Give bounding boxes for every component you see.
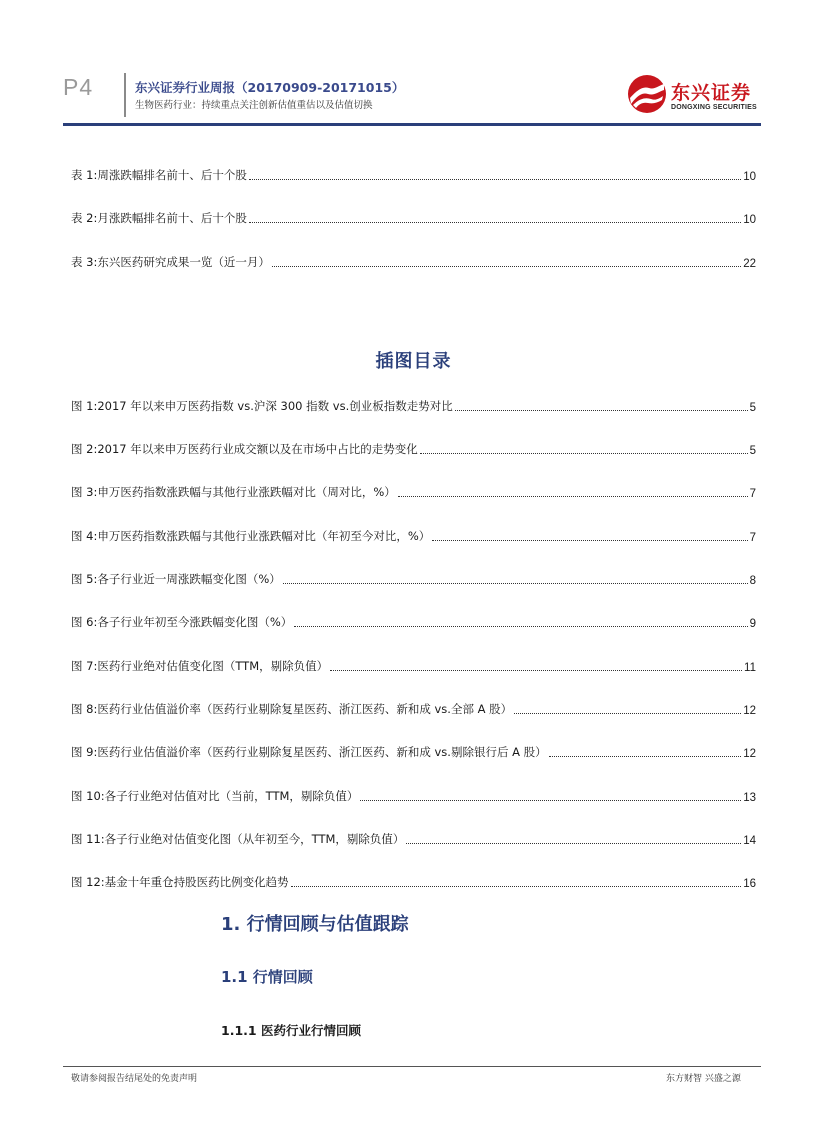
header-rule [63,123,761,126]
toc-entry-page: 9 [749,618,756,630]
toc-entry-page: 11 [744,662,756,674]
toc-entry-label: 图 10:各子行业绝对估值对比（当前，TTM，剔除负值） [71,789,359,803]
toc-entry-page: 12 [743,705,756,717]
company-logo [627,74,757,118]
footer-slogan: 东方财智 兴盛之源 [666,1074,741,1084]
toc-entry-figure-6[interactable] [71,612,756,630]
toc-entry-figure-1[interactable] [71,396,756,414]
toc-entry-figure-3[interactable] [71,482,756,500]
toc-entry-label: 图 7:医药行业绝对估值变化图（TTM，剔除负值） [71,659,329,673]
toc-leader-dots [249,221,741,223]
toc-entry-figure-7[interactable] [71,656,756,674]
toc-entry-label: 表 1:周涨跌幅排名前十、后十个股 [71,168,247,182]
toc-entry-label: 图 2:2017 年以来申万医药行业成交额以及在市场中占比的走势变化 [71,442,418,456]
toc-leader-dots [249,178,741,180]
toc-entry-page: 8 [749,575,756,587]
toc-entry-label: 表 2:月涨跌幅排名前十、后十个股 [71,211,247,225]
toc-entry-page: 13 [743,792,756,804]
toc-entry-label: 图 8:医药行业估值溢价率（医药行业剔除复星医药、浙江医药、新和成 vs.全部 A 股） [71,702,513,716]
toc-entry-label: 表 3:东兴医药研究成果一览（近一月） [71,255,270,269]
toc-entry-page: 10 [743,214,756,226]
toc-entry-page: 12 [743,748,756,760]
toc-entry-page: 10 [743,171,756,183]
toc-entry-page: 5 [749,445,756,457]
toc-leader-dots [283,582,748,584]
toc-leader-dots [398,495,748,497]
toc-leader-dots [455,409,748,411]
footer-rule [63,1066,761,1067]
toc-entry-figure-8[interactable] [71,699,756,717]
toc-entry-page: 7 [749,488,756,500]
toc-leader-dots [549,755,742,757]
toc-entry-label: 图 9:医药行业估值溢价率（医药行业剔除复星医药、浙江医药、新和成 vs.剔除银行后 A 股） [71,745,547,759]
toc-entry-table-1[interactable] [71,165,756,183]
toc-leader-dots [432,539,747,541]
toc-entry-figure-9[interactable] [71,742,756,760]
toc-entry-label: 图 4:申万医药指数涨跌幅与其他行业涨跌幅对比（年初至今对比，%） [71,529,431,543]
report-subtitle: 生物医药行业：持续重点关注创新估值重估以及估值切换 [135,100,373,111]
toc-entry-label: 图 12:基金十年重仓持股医药比例变化趋势 [71,875,289,889]
toc-leader-dots [291,885,742,887]
toc-leader-dots [420,452,748,454]
toc-entry-page: 14 [743,835,756,847]
logo-text-cn: 东兴证券 [671,82,752,104]
toc-entry-table-2[interactable] [71,208,756,226]
toc-leader-dots [272,265,741,267]
toc-leader-dots [330,669,742,671]
toc-entry-figure-12[interactable] [71,872,756,890]
section-heading-1-1: 1.1 行情回顾 [221,968,313,986]
toc-leader-dots [406,842,741,844]
toc-entry-page: 22 [743,258,756,270]
toc-entry-label: 图 5:各子行业近一周涨跌幅变化图（%） [71,572,281,586]
toc-entry-figure-10[interactable] [71,786,756,804]
toc-entry-page: 5 [749,402,756,414]
toc-entry-figure-11[interactable] [71,829,756,847]
toc-entry-label: 图 1:2017 年以来申万医药指数 vs.沪深 300 指数 vs.创业板指数走势对比 [71,399,453,413]
report-title: 东兴证券行业周报（20170909-20171015） [135,80,405,95]
toc-entry-table-3[interactable] [71,252,756,270]
toc-entry-figure-5[interactable] [71,569,756,587]
logo-text-en: DONGXING SECURITIES [671,104,757,111]
toc-entry-figure-2[interactable] [71,439,756,457]
footer-disclaimer: 敬请参阅报告结尾处的免责声明 [71,1074,198,1084]
toc-entry-label: 图 11:各子行业绝对估值变化图（从年初至今，TTM，剔除负值） [71,832,405,846]
section-heading-1-1-1: 1.1.1 医药行业行情回顾 [221,1023,361,1038]
toc-entry-page: 7 [749,532,756,544]
header-divider [124,73,126,117]
toc-entry-figure-4[interactable] [71,526,756,544]
logo-mark-icon [627,74,667,114]
toc-leader-dots [294,625,747,627]
section-heading-1: 1. 行情回顾与估值跟踪 [221,914,409,935]
figure-toc-heading: 插图目录 [375,351,452,372]
toc-entry-page: 16 [743,878,756,890]
toc-entry-label: 图 3:申万医药指数涨跌幅与其他行业涨跌幅对比（周对比，%） [71,485,396,499]
page-number: P4 [63,74,94,100]
toc-leader-dots [360,799,741,801]
toc-entry-label: 图 6:各子行业年初至今涨跌幅变化图（%） [71,615,293,629]
toc-leader-dots [514,712,741,714]
